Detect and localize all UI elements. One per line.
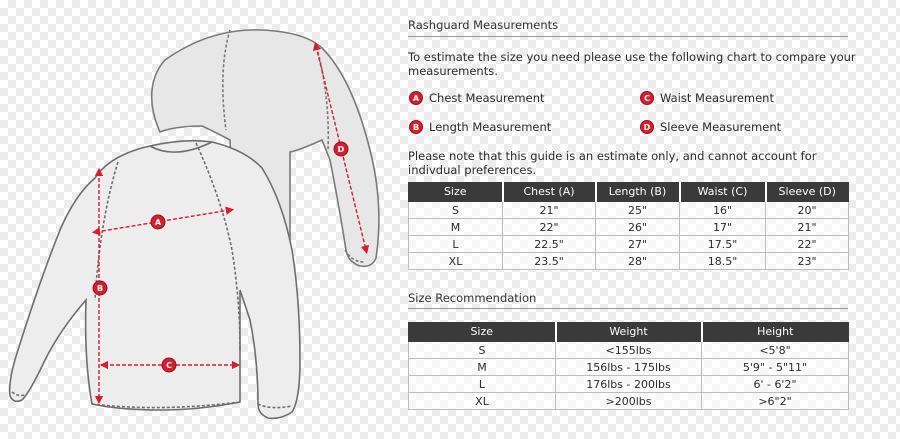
cell-sleeve: 23" xyxy=(766,253,849,270)
svg-text:D: D xyxy=(337,145,345,154)
measurements-note xyxy=(408,149,868,177)
intro-line-2: measurements. xyxy=(408,64,498,78)
cell-size: L xyxy=(409,376,556,393)
recommendation-header-row xyxy=(409,323,849,342)
cell-chest: 22" xyxy=(503,219,596,236)
cell-chest: 23.5" xyxy=(503,253,596,270)
measurements-intro xyxy=(408,50,868,78)
table-row xyxy=(409,376,849,393)
recommendation-table xyxy=(408,322,849,410)
cell-size: XL xyxy=(409,253,503,270)
legend-sleeve xyxy=(640,120,781,134)
table-row xyxy=(409,201,849,219)
table-row xyxy=(409,393,849,410)
cell-length: 25" xyxy=(596,201,680,219)
table-row xyxy=(409,219,849,236)
note-line-1: Please note that this guide is an estimate only, and cannot account for xyxy=(408,149,817,163)
cell-size: S xyxy=(409,201,503,219)
cell-size: XL xyxy=(409,393,556,410)
length-badge-icon: B xyxy=(409,120,423,134)
cell-size: L xyxy=(409,236,503,253)
measurements-title: Rashguard Measurements xyxy=(408,18,559,32)
cell-sleeve: 20" xyxy=(766,201,849,219)
measurements-table xyxy=(408,182,849,270)
svg-text:B: B xyxy=(96,284,104,293)
table-row xyxy=(409,341,849,359)
waist-badge-icon: C xyxy=(640,91,654,105)
measurements-divider xyxy=(408,36,848,37)
legend-chest xyxy=(409,91,545,105)
recommendation-divider xyxy=(408,308,848,309)
cell-chest: 21" xyxy=(503,201,596,219)
cell-height: 6' - 6'2" xyxy=(702,376,849,393)
header-size: Size xyxy=(409,183,503,202)
table-row xyxy=(409,253,849,270)
cell-weight: 176lbs - 200lbs xyxy=(556,376,702,393)
cell-weight: >200lbs xyxy=(556,393,702,410)
cell-size: M xyxy=(409,359,556,376)
cell-chest: 22.5" xyxy=(503,236,596,253)
badge-b xyxy=(93,281,107,295)
cell-height: 5'9" - 5"11" xyxy=(702,359,849,376)
legend-waist-label: Waist Measurement xyxy=(660,91,774,105)
cell-waist: 17" xyxy=(680,219,766,236)
chest-badge-icon: A xyxy=(409,91,423,105)
svg-text:A: A xyxy=(154,218,162,227)
legend-chest-label: Chest Measurement xyxy=(429,91,545,105)
badge-d xyxy=(334,142,348,156)
intro-line-1: To estimate the size you need please use the following chart to compare your xyxy=(408,50,856,64)
note-line-2: indivdual preferences. xyxy=(408,163,537,177)
sleeve-badge-icon: D xyxy=(640,120,654,134)
svg-text:C: C xyxy=(166,361,172,370)
cell-height: <5'8" xyxy=(702,341,849,359)
legend-sleeve-label: Sleeve Measurement xyxy=(660,120,782,134)
header-waist: Waist (C) xyxy=(680,183,766,202)
header-chest: Chest (A) xyxy=(503,183,596,202)
cell-waist: 18.5" xyxy=(680,253,766,270)
front-view-shirt xyxy=(10,141,300,419)
legend-waist xyxy=(640,91,774,105)
cell-length: 26" xyxy=(596,219,680,236)
badge-c xyxy=(162,358,176,372)
cell-weight: <155lbs xyxy=(556,341,702,359)
recommendation-title: Size Recommendation xyxy=(408,291,537,305)
cell-height: >6"2" xyxy=(702,393,849,410)
cell-sleeve: 22" xyxy=(766,236,849,253)
legend-length-label: Length Measurement xyxy=(429,120,552,134)
header-size: Size xyxy=(409,323,556,342)
table-row xyxy=(409,236,849,253)
cell-length: 28" xyxy=(596,253,680,270)
header-weight: Weight xyxy=(556,323,702,342)
cell-length: 27" xyxy=(596,236,680,253)
cell-sleeve: 21" xyxy=(766,219,849,236)
cell-weight: 156lbs - 175lbs xyxy=(556,359,702,376)
cell-size: S xyxy=(409,341,556,359)
header-length: Length (B) xyxy=(596,183,680,202)
header-sleeve: Sleeve (D) xyxy=(766,183,849,202)
header-height: Height xyxy=(702,323,849,342)
measurements-header-row xyxy=(409,183,849,202)
badge-a xyxy=(151,215,165,229)
rashguard-illustration xyxy=(0,0,400,439)
cell-size: M xyxy=(409,219,503,236)
legend-length xyxy=(409,120,551,134)
table-row xyxy=(409,359,849,376)
cell-waist: 16" xyxy=(680,201,766,219)
cell-waist: 17.5" xyxy=(680,236,766,253)
